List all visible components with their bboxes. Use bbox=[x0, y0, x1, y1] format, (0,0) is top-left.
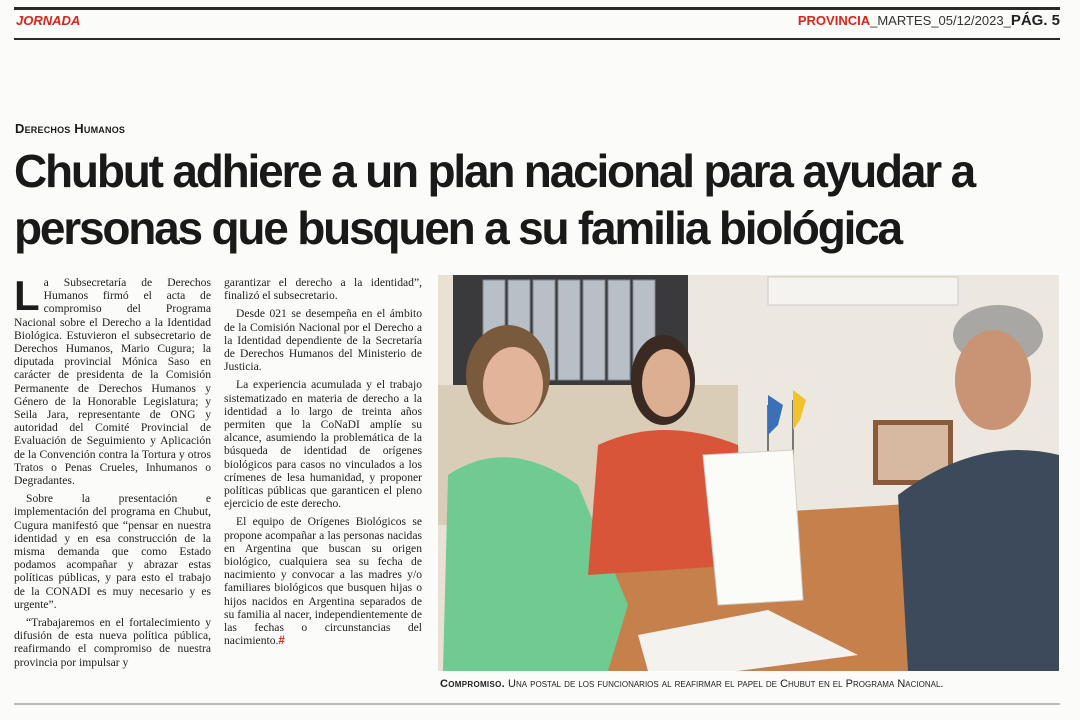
article-column-1 bbox=[14, 272, 211, 674]
publication-name: JORNADA bbox=[16, 13, 81, 28]
paragraph: El equipo de Orígenes Biológicos se propone acompañar a las personas nacidas en Argentina que buscan su origen biológico, cualquiera sea su fecha de nacimiento y convocar a las madres y/o familiares biológicos que busquen hijas o hijos nacidos en Argentina separados de su familia al nacer, independientemente de las fechas o circunstancias del nacimiento.# bbox=[224, 515, 422, 648]
folio bbox=[798, 12, 1060, 29]
section-label: PROVINCIA bbox=[797, 13, 871, 28]
paragraph: “Trabajaremos en el fortalecimiento y difusión de esta nueva política pública, reafirmando el compromiso de nuestra provincia por impulsar y bbox=[14, 616, 211, 669]
photo-illustration bbox=[438, 275, 1059, 671]
caption-lead: Compromiso. bbox=[440, 678, 505, 690]
dropcap: L bbox=[14, 272, 40, 319]
paragraph: La Subsecretaría de Derechos Humanos firmó el acta de compromiso del Programa Nacional sobre el Derecho a la Identidad Biológica. Estuvieron el subsecretario de Derechos Humanos, Mario Cugura; la diputada provincial Mónica Saso en carácter de presidenta de la Comisión Permanente de Derechos Humanos y Género de la Honorable Legislatura; y Seila Jara, representante de ONG y autoridad del Comité Provincial de Evaluación de Seguimiento y Aplicación de la Convención contra la Tortura y otros Tratos o Penas Crueles, Inhumanos o Degradantes. bbox=[14, 272, 211, 488]
paragraph: Sobre la presentación e implementación del programa en Chubut, Cugura manifestó que “pensar en nuestra identidad y en esa construcción de la misma demanda que como Estado podamos acompañar y abrazar estas políticas públicas, y para esto el trabajo de la CONADI es muy necesario y es urgente”. bbox=[14, 492, 211, 611]
photo-caption bbox=[440, 678, 1060, 690]
article-kicker: Derechos Humanos bbox=[15, 121, 126, 136]
paragraph: Desde 021 se desempeña en el ámbito de la Comisión Nacional por el Derecho a la Identidad dependiente de la Secretaría de Derechos Humanos del Ministerio de Justicia. bbox=[224, 307, 422, 374]
footer-divider bbox=[14, 703, 1060, 705]
end-mark: # bbox=[278, 634, 285, 648]
page-header bbox=[14, 7, 1060, 40]
issue-date: _MARTES_05/12/2023_ bbox=[870, 13, 1011, 28]
article-photo bbox=[438, 275, 1059, 671]
caption-text: Una postal de los funcionarios al reafirmar el papel de Chubut en el Programa Nacional. bbox=[504, 678, 944, 690]
article-column-2 bbox=[224, 276, 422, 652]
paragraph: La experiencia acumulada y el trabajo sistematizado en materia de derecho a la identidad a lo largo de treinta años permiten que la CoNaDI amplíe su alcance, asumiendo la problemática de la búsqueda de identidad de orígenes biológicos para casos no vinculados a los crímenes de lesa humanidad, y proponer políticas públicas que garanticen el pleno ejercicio de este derecho. bbox=[224, 378, 422, 511]
paragraph: garantizar el derecho a la identidad”, finalizó el subsecretario. bbox=[224, 276, 422, 303]
article-headline: Chubut adhiere a un plan nacional para ayudar a personas que busquen a su familia biológica bbox=[14, 145, 974, 254]
page-number: PÁG. 5 bbox=[1010, 12, 1060, 29]
